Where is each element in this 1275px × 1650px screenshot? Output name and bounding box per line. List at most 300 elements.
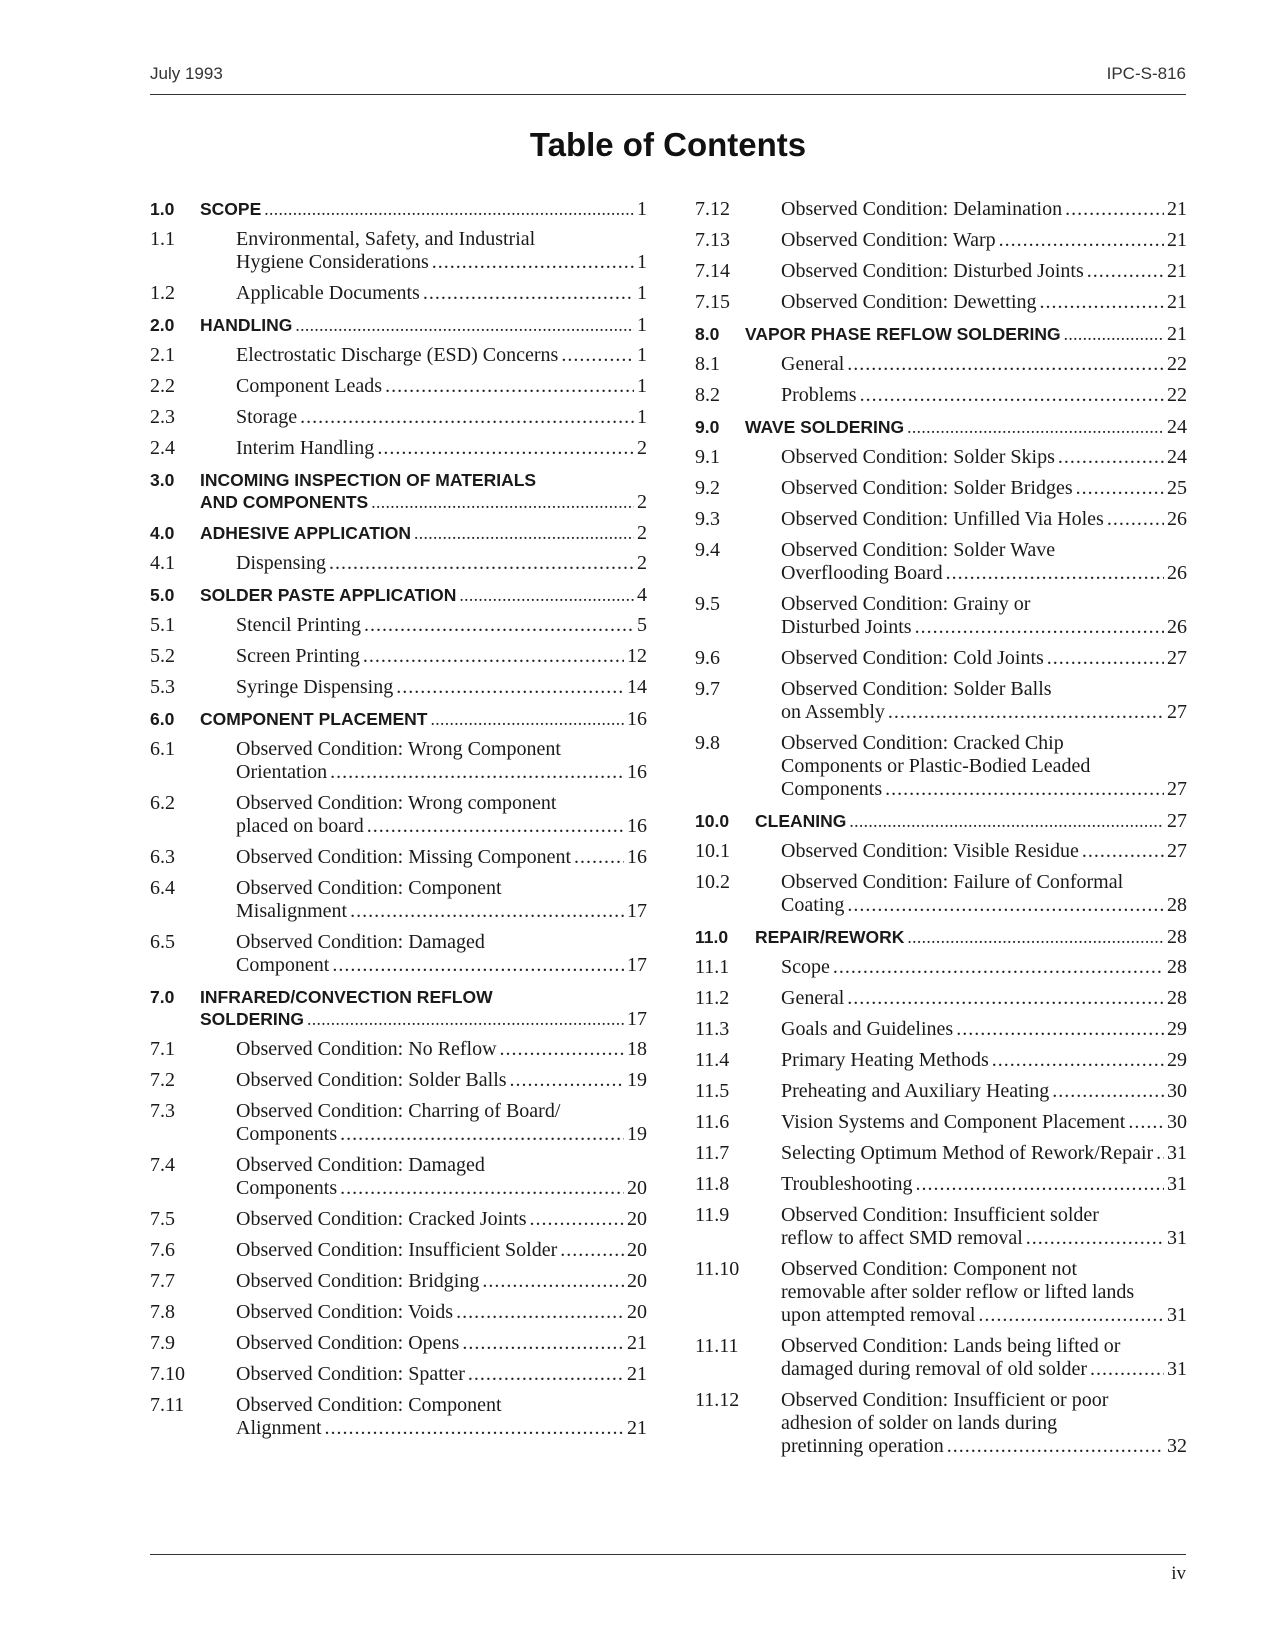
toc-title-line: Interim Handling [236,437,375,459]
toc-page-number: 31 [1167,1142,1187,1164]
dot-leader [1052,1080,1164,1103]
toc-number: 1.0 [150,199,175,219]
dot-leader [1156,1142,1164,1165]
dot-leader [1047,647,1164,670]
toc-number: 7.5 [150,1208,175,1230]
toc-number: 8.0 [695,324,720,344]
page-title: Table of Contents [529,126,807,163]
toc-title-line: VAPOR PHASE REFLOW SOLDERING [745,324,1061,344]
toc-title-line: Screen Printing [236,645,360,667]
toc-number: 9.3 [695,508,720,530]
toc-title-line: Observed Condition: Wrong Component [236,738,561,760]
toc-number: 11.0 [695,927,729,947]
toc-page-number: 21 [627,1363,647,1385]
toc-title-line: Hygiene Considerations [236,251,429,273]
toc-number: 11.9 [695,1204,730,1226]
toc-entry[interactable] [150,792,647,838]
toc-entry[interactable] [695,539,1187,585]
toc-number: 6.4 [150,877,175,899]
toc-number: 7.1 [150,1038,175,1060]
toc-page-number: 20 [627,1270,647,1292]
toc-number: 6.1 [150,738,175,760]
toc-page-number: 22 [1167,353,1187,375]
toc-title-line: Observed Condition: Solder Bridges [781,477,1073,499]
toc-title-line: Observed Condition: Disturbed Joints [781,260,1084,282]
toc-number: 11.7 [695,1142,730,1164]
toc-number: 10.0 [695,811,730,831]
toc-page-number: 27 [1167,840,1187,862]
dot-leader [907,416,1164,438]
toc-entry[interactable] [695,260,1187,283]
toc-number: 1.2 [150,282,175,304]
toc-title-line: reflow to affect SMD removal [781,1227,1023,1249]
toc-page-number: 21 [1167,291,1187,313]
dot-leader [500,1038,624,1061]
dot-leader [462,1332,624,1355]
toc-entry[interactable] [150,1301,647,1324]
toc-title-line: Observed Condition: Component [236,1394,502,1416]
toc-number: 10.2 [695,871,730,893]
toc-page-number: 17 [627,900,647,922]
toc-page-number: 2 [637,522,647,544]
toc-section[interactable] [695,416,1187,438]
toc-entry[interactable] [150,1363,647,1386]
toc-page-number: 28 [1167,894,1187,916]
toc-entry[interactable] [150,614,647,637]
toc-page-number: 16 [627,815,647,837]
toc-entry[interactable] [150,1069,647,1092]
dot-leader [847,987,1164,1010]
toc-number: 7.6 [150,1239,175,1261]
dot-leader [264,198,634,220]
toc-title-line: Preheating and Auxiliary Heating [781,1080,1050,1102]
toc-number: 7.4 [150,1154,175,1176]
toc-number: 7.14 [695,260,730,282]
toc-number: 7.9 [150,1332,175,1354]
toc-title-line: Disturbed Joints [781,616,912,638]
dot-leader [482,1270,624,1293]
toc-title-line: Observed Condition: Grainy or [781,593,1031,615]
toc-title-line: upon attempted removal [781,1304,976,1326]
dot-leader [385,375,634,398]
toc-title-line: INFRARED/CONVECTION REFLOW [200,987,493,1007]
toc-title-line: Observed Condition: Visible Residue [781,840,1079,862]
toc-page-number: 1 [637,375,647,397]
toc-number: 11.5 [695,1080,730,1102]
toc-section[interactable] [150,522,647,544]
toc-section[interactable] [150,469,647,513]
toc-page-number: 16 [627,761,647,783]
toc-page-number: 29 [1167,1018,1187,1040]
dot-leader [1076,477,1164,500]
toc-number: 7.3 [150,1100,175,1122]
toc-title-line: SOLDERING [200,1009,305,1029]
toc-title-line: Observed Condition: Cracked Joints [236,1208,527,1230]
toc-title-line: General [781,353,845,375]
toc-title-line: Observed Condition: Warp [781,229,996,251]
toc-number: 11.12 [695,1389,740,1411]
toc-title-line: damaged during removal of old solder [781,1358,1088,1380]
toc-title-line: Components or Plastic-Bodied Leaded [781,755,1091,777]
toc-entry[interactable] [695,647,1187,670]
dot-leader [916,1173,1164,1196]
dot-leader [847,353,1164,376]
toc-title-line: Observed Condition: Component not [781,1258,1078,1280]
toc-page-number: 20 [627,1177,647,1199]
toc-page-number: 28 [1167,926,1187,948]
toc-title-line: Observed Condition: Charring of Board/ [236,1100,561,1122]
toc-entry[interactable] [150,1208,647,1231]
dot-leader [1026,1227,1164,1250]
toc-right-column [695,198,1187,1466]
toc-title-line: SOLDER PASTE APPLICATION [200,585,457,605]
toc-number: 5.0 [150,585,175,605]
toc-title-line: placed on board [236,815,364,837]
toc-page-number: 12 [627,645,647,667]
toc-title-line: Observed Condition: Opens [236,1332,460,1354]
toc-entry[interactable] [150,1270,647,1293]
toc-number: 7.2 [150,1069,175,1091]
toc-title-line: Observed Condition: Insufficient Solder [236,1239,558,1261]
toc-page-number: 2 [637,491,647,513]
dot-leader [849,810,1164,832]
toc-title-line: INCOMING INSPECTION OF MATERIALS [200,470,537,490]
toc-page-number: 21 [627,1332,647,1354]
toc-entry[interactable] [150,738,647,784]
toc-page-number: 19 [627,1123,647,1145]
toc-number: 5.3 [150,676,175,698]
toc-page-number: 27 [1167,647,1187,669]
dot-leader [1082,840,1164,863]
dot-leader [396,676,624,699]
toc-entry[interactable] [150,406,647,429]
toc-entry[interactable] [695,1258,1187,1327]
toc-entry[interactable] [695,1389,1187,1458]
toc-title-line: Observed Condition: Delamination [781,198,1063,220]
toc-section[interactable] [695,810,1187,832]
toc-title-line: Goals and Guidelines [781,1018,954,1040]
dot-leader [1090,1358,1164,1381]
toc-entry[interactable] [150,931,647,977]
toc-entry[interactable] [695,987,1187,1010]
toc-title-line: Observed Condition: Component [236,877,502,899]
dot-leader [907,926,1164,948]
dot-leader [371,491,634,513]
toc-title-line: Observed Condition: Spatter [236,1363,465,1385]
toc-entry[interactable] [695,198,1187,221]
toc-page-number: 31 [1167,1173,1187,1195]
dot-leader [377,437,634,460]
toc-entry[interactable] [695,1018,1187,1041]
toc-number: 11.11 [695,1335,739,1357]
toc-title-line: Misalignment [236,900,348,922]
toc-entry[interactable] [695,1049,1187,1072]
toc-entry[interactable] [150,1038,647,1061]
toc-title-line: adhesion of solder on lands during [781,1412,1058,1434]
toc-title-line: Dispensing [236,552,326,574]
footer-page-number: iv [1171,1563,1186,1584]
toc-entry[interactable] [695,508,1187,531]
toc-number: 7.0 [150,987,175,1007]
toc-title-line: COMPONENT PLACEMENT [200,709,428,729]
dot-leader [329,552,634,575]
dot-leader [992,1049,1164,1072]
toc-number: 8.1 [695,353,720,375]
dot-leader [340,1123,624,1146]
toc-entry[interactable] [695,291,1187,314]
toc-number: 8.2 [695,384,720,406]
toc-number: 6.3 [150,846,175,868]
toc-page-number: 21 [1167,198,1187,220]
toc-page-number: 16 [627,846,647,868]
toc-number: 7.15 [695,291,730,313]
dot-leader [915,616,1164,639]
toc-page-number: 1 [637,198,647,220]
toc-title-line: Stencil Printing [236,614,361,636]
toc-page-number: 24 [1167,416,1187,438]
toc-number: 7.11 [150,1394,185,1416]
toc-section[interactable] [150,198,647,220]
toc-section[interactable] [695,323,1187,345]
toc-page-number: 26 [1167,508,1187,530]
toc-title-line: Component Leads [236,375,383,397]
toc-title-line: Observed Condition: Insufficient solder [781,1204,1099,1226]
toc-entry[interactable] [695,871,1187,917]
toc-page-number: 21 [1167,229,1187,251]
toc-page-number: 31 [1167,1358,1187,1380]
toc-page-number: 28 [1167,987,1187,1009]
toc-page-number: 1 [637,406,647,428]
toc-number: 2.0 [150,315,175,335]
toc-number: 9.8 [695,732,720,754]
toc-title-line: Observed Condition: Solder Balls [781,678,1052,700]
toc-title-line: Observed Condition: Solder Balls [236,1069,507,1091]
toc-entry[interactable] [695,840,1187,863]
dot-leader [367,815,624,838]
dot-leader [885,778,1164,801]
toc-number: 9.5 [695,593,720,615]
toc-entry[interactable] [695,732,1187,801]
toc-page-number: 19 [627,1069,647,1091]
dot-leader [574,846,624,869]
toc-title-line: ADHESIVE APPLICATION [200,523,411,543]
toc-title-line: Applicable Documents [236,282,420,304]
toc-entry[interactable] [150,282,647,305]
toc-number: 7.13 [695,229,730,251]
toc-number: 9.7 [695,678,720,700]
toc-section[interactable] [695,926,1187,948]
dot-leader [414,522,634,544]
toc-number: 9.1 [695,446,720,468]
toc-title-line: Problems [781,384,857,406]
toc-entry[interactable] [150,375,647,398]
toc-entry[interactable] [695,1335,1187,1381]
toc-number: 2.1 [150,344,175,366]
toc-page-number: 20 [627,1301,647,1323]
toc-entry[interactable] [695,1204,1187,1250]
dot-leader [1040,291,1164,314]
toc-title-line: Observed Condition: Cracked Chip [781,732,1064,754]
toc-entry[interactable] [695,353,1187,376]
toc-page-number: 20 [627,1239,647,1261]
toc-title-line: REPAIR/REWORK [755,927,905,947]
dot-leader [1128,1111,1164,1134]
dot-leader [300,406,634,429]
toc-page-number: 29 [1167,1049,1187,1071]
toc-page-number: 21 [627,1417,647,1439]
dot-leader [363,645,624,668]
dot-leader [1064,323,1164,345]
dot-leader [459,584,634,606]
toc-title-line: WAVE SOLDERING [745,417,905,437]
toc-entry[interactable] [150,437,647,460]
toc-entry[interactable] [150,846,647,869]
toc-number: 11.8 [695,1173,730,1195]
toc-title-line: Components [236,1123,338,1145]
toc-entry[interactable] [150,1100,647,1146]
toc-entry[interactable] [150,344,647,367]
toc-title-line: Observed Condition: Damaged [236,931,485,953]
toc-title-line: Vision Systems and Component Placement [781,1111,1126,1133]
toc-title-line: Coating [781,894,845,916]
dot-leader [561,344,634,367]
toc-section[interactable] [150,314,647,336]
toc-page-number: 16 [627,708,647,730]
toc-entry[interactable] [695,678,1187,724]
toc-entry[interactable] [150,676,647,699]
toc-title-line: AND COMPONENTS [200,492,369,512]
dot-leader [332,954,624,977]
toc-section[interactable] [150,986,647,1030]
toc-title-line: Storage [236,406,298,428]
toc-number: 7.12 [695,198,730,220]
toc-entry[interactable] [695,1080,1187,1103]
dot-leader [307,1008,624,1030]
dot-leader [510,1069,624,1092]
toc-page-number: 25 [1167,477,1187,499]
toc-title-line: Observed Condition: Missing Component [236,846,571,868]
toc-page-number: 18 [627,1038,647,1060]
toc-page-number: 27 [1167,701,1187,723]
toc-entry[interactable] [695,1111,1187,1134]
toc-title-line: Observed Condition: Wrong component [236,792,557,814]
toc-entry[interactable] [150,1239,647,1262]
header-date: July 1993 [150,64,223,83]
toc-page-number: 26 [1167,616,1187,638]
toc-entry[interactable] [150,645,647,668]
toc-entry[interactable] [695,229,1187,252]
toc-title-line: Environmental, Safety, and Industrial [236,228,536,250]
toc-number: 11.4 [695,1049,730,1071]
toc-page-number: 1 [637,282,647,304]
toc-entry[interactable] [150,1394,647,1440]
toc-title-line: HANDLING [200,315,293,335]
toc-page-number: 30 [1167,1080,1187,1102]
toc-title-line: Scope [781,956,830,978]
toc-title-line: removable after solder reflow or lifted lands [781,1281,1135,1303]
toc-number: 4.1 [150,552,175,574]
toc-title-line: Observed Condition: Bridging [236,1270,480,1292]
toc-page-number: 24 [1167,446,1187,468]
toc-number: 10.1 [695,840,730,862]
toc-title-line: CLEANING [755,811,847,831]
toc-title-line: Electrostatic Discharge (ESD) Concerns [236,344,559,366]
dot-leader [364,614,634,637]
toc-number: 1.1 [150,228,175,250]
toc-number: 2.2 [150,375,175,397]
toc-left-column [150,198,647,1448]
toc-entry[interactable] [695,1142,1187,1165]
toc-entry[interactable] [695,446,1187,469]
toc-section[interactable] [150,708,647,730]
toc-section[interactable] [150,584,647,606]
dot-leader [325,1417,624,1440]
dot-leader [847,894,1164,917]
toc-entry[interactable] [150,228,647,274]
dot-leader [860,384,1164,407]
toc-number: 11.1 [695,956,730,978]
toc-page-number: 22 [1167,384,1187,406]
toc-entry[interactable] [695,956,1187,979]
toc-page-number: 17 [627,1008,647,1030]
toc-title-line: Observed Condition: Unfilled Via Holes [781,508,1104,530]
toc-entry[interactable] [150,1154,647,1200]
dot-leader [1107,508,1164,531]
toc-number: 9.4 [695,539,720,561]
toc-title-line: Components [236,1177,338,1199]
toc-number: 5.2 [150,645,175,667]
dot-leader [947,1435,1164,1458]
toc-entry[interactable] [695,593,1187,639]
toc-number: 7.8 [150,1301,175,1323]
toc-title-line: Observed Condition: Cold Joints [781,647,1044,669]
toc-page-number: 2 [637,552,647,574]
toc-number: 7.10 [150,1363,185,1385]
toc-title-line: Observed Condition: Lands being lifted or [781,1335,1121,1357]
toc-number: 11.6 [695,1111,730,1133]
toc-title-line: Alignment [236,1417,322,1439]
toc-number: 7.7 [150,1270,175,1292]
toc-page-number: 2 [637,437,647,459]
toc-page-number: 30 [1167,1111,1187,1133]
toc-page-number: 1 [637,344,647,366]
toc-entry[interactable] [150,1332,647,1355]
toc-page-number: 28 [1167,956,1187,978]
toc-page-number: 1 [637,251,647,273]
toc-number: 9.6 [695,647,720,669]
toc-title-line: Observed Condition: Voids [236,1301,454,1323]
toc-page-number: 17 [627,954,647,976]
toc-title-line: SCOPE [200,199,262,219]
toc-number: 6.2 [150,792,175,814]
toc-entry[interactable] [150,552,647,575]
header-doc-id: IPC-S-816 [1106,64,1186,83]
toc-entry[interactable] [695,1173,1187,1196]
toc-entry[interactable] [695,384,1187,407]
toc-title-line: Components [781,778,883,800]
dot-leader [330,761,624,784]
toc-title-line: Selecting Optimum Method of Rework/Repair [781,1142,1154,1164]
toc-page-number: 21 [1167,323,1187,345]
dot-leader [833,956,1164,979]
toc-number: 6.5 [150,931,175,953]
toc-title-line: Observed Condition: Solder Wave [781,539,1056,561]
toc-entry[interactable] [150,877,647,923]
toc-entry[interactable] [695,477,1187,500]
dot-leader [956,1018,1164,1041]
toc-page-number: 20 [627,1208,647,1230]
dot-leader [560,1239,624,1262]
